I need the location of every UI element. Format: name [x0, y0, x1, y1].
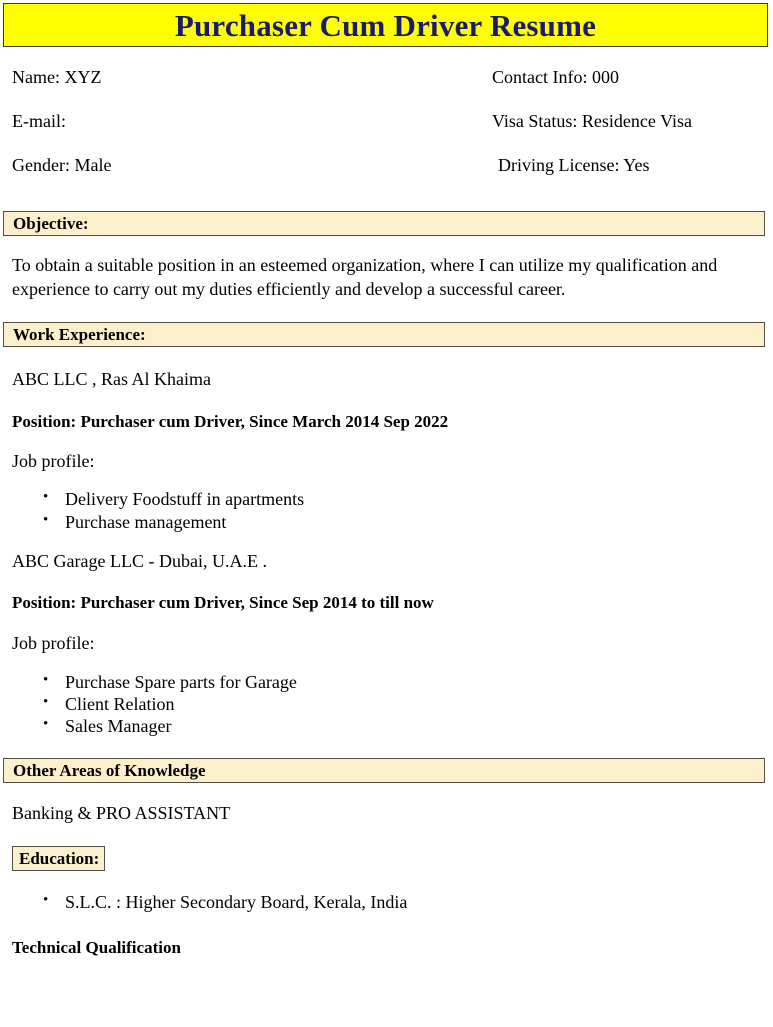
contact-email: E-mail:	[12, 111, 66, 131]
contact-phone: Contact Info: 000	[492, 67, 619, 87]
contact-gender: Gender: Male	[12, 155, 112, 175]
section-title-work-experience: Work Experience:	[13, 324, 146, 344]
contact-row	[12, 111, 763, 155]
job-position: Position: Purchaser cum Driver, Since March 2014 Sep 2022	[12, 412, 449, 432]
list-item: • Client Relation	[0, 693, 773, 715]
section-title-education: Education:	[19, 849, 100, 869]
contact-row	[12, 155, 763, 199]
page-title: Purchaser Cum Driver Resume	[174, 7, 597, 43]
list-item: • Purchase management	[0, 511, 773, 533]
objective-body: To obtain a suitable position in an esteemed organization, where I can utilize my qualification and experience to carry out my duties efficiently and develop a successful career.	[12, 255, 718, 299]
list-item: • Sales Manager	[0, 715, 773, 737]
contact-info-block	[0, 67, 773, 199]
job-company: ABC Garage LLC - Dubai, U.A.E .	[12, 551, 267, 572]
other-areas-body: Banking & PRO ASSISTANT	[12, 802, 231, 823]
section-title-technical-qualification: Technical Qualification	[12, 937, 181, 957]
list-item: • Purchase Spare parts for Garage	[0, 671, 773, 693]
section-header-other-areas	[3, 758, 765, 783]
education-list	[0, 891, 773, 913]
job-duty-list	[0, 488, 773, 533]
job-profile-label: Job profile:	[12, 450, 95, 471]
job-duty-list	[0, 671, 773, 738]
section-header-work-experience	[3, 322, 765, 347]
list-item: • S.L.C. : Higher Secondary Board, Kerala, India	[0, 891, 773, 913]
section-header-education-wrapper	[0, 846, 773, 871]
job-company: ABC LLC , Ras Al Khaima	[12, 368, 211, 389]
section-title-objective: Objective:	[13, 214, 89, 233]
list-item: • Delivery Foodstuff in apartments	[0, 488, 773, 510]
job-position: Position: Purchaser cum Driver, Since Sep 2014 to till now	[12, 592, 434, 612]
section-title-other-areas: Other Areas of Knowledge	[13, 760, 206, 780]
section-header-objective	[3, 211, 765, 236]
contact-name: Name: XYZ	[12, 67, 102, 87]
resume-title-banner	[3, 3, 768, 47]
job-profile-label: Job profile:	[12, 633, 95, 654]
section-header-education	[12, 846, 105, 871]
contact-driving-license: Driving License: Yes	[498, 155, 650, 175]
contact-visa-status: Visa Status: Residence Visa	[492, 111, 692, 131]
contact-row	[12, 67, 763, 111]
